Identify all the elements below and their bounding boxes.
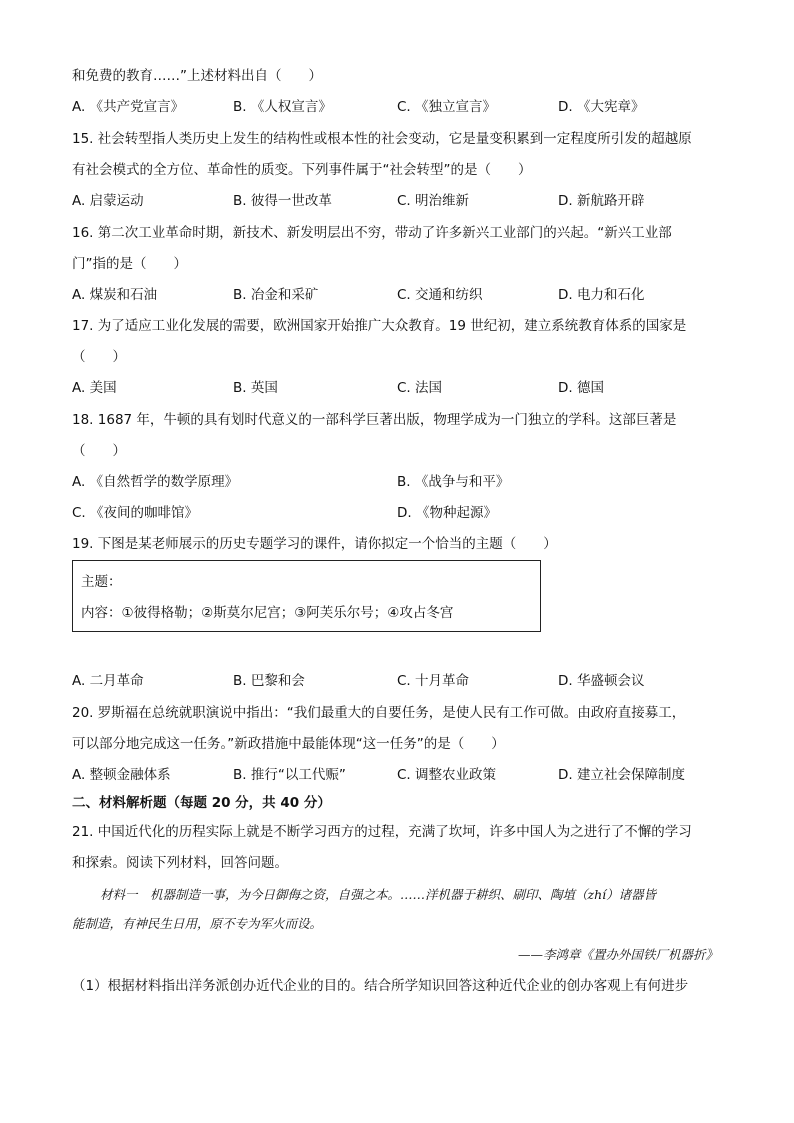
courseware-box bbox=[72, 560, 541, 632]
q17-option-b: B. 英国 bbox=[233, 380, 278, 396]
q21-subquestion-1: （1）根据材料指出洋务派创办近代企业的目的。结合所学知识回答这种近代企业的创办客观上有何进步 bbox=[72, 978, 689, 994]
q15-option-a: A. 启蒙运动 bbox=[72, 193, 144, 209]
q19-stem: 19. 下图是某老师展示的历史专题学习的课件，请你拟定一个恰当的主题（ ） bbox=[72, 536, 557, 552]
q17-option-d: D. 德国 bbox=[558, 380, 604, 396]
q19-option-b: B. 巴黎和会 bbox=[233, 673, 305, 689]
q14-option-b: B. 《人权宣言》 bbox=[233, 99, 332, 115]
q17-option-c: C. 法国 bbox=[397, 380, 443, 396]
q20-option-a: A. 整顿金融体系 bbox=[72, 767, 171, 783]
q18-option-d: D. 《物种起源》 bbox=[397, 505, 497, 521]
q17-stem-line2: （ ） bbox=[72, 349, 126, 365]
q17-option-a: A. 美国 bbox=[72, 380, 117, 396]
q14-option-c: C. 《独立宣言》 bbox=[397, 99, 497, 115]
q15-stem-line2: 有社会模式的全方位、革命性的质变。下列事件属于“社会转型”的是（ ） bbox=[72, 162, 532, 178]
q14-option-d: D. 《大宪章》 bbox=[558, 99, 645, 115]
q19-option-c: C. 十月革命 bbox=[397, 673, 470, 689]
q15-option-b: B. 彼得一世改革 bbox=[233, 193, 332, 209]
q16-stem-line1: 16. 第二次工业革命时期，新技术、新发明层出不穷，带动了许多新兴工业部门的兴起。“新兴工业部 bbox=[72, 225, 672, 241]
q20-option-c: C. 调整农业政策 bbox=[397, 767, 497, 783]
q15-option-d: D. 新航路开辟 bbox=[558, 193, 645, 209]
q20-option-b: B. 推行“以工代赈” bbox=[233, 767, 346, 783]
material-one-line1: 材料一 机器制造一事，为今日御侮之资，自强之本。……洋机器于耕织、刷印、陶埴（zhí）诸器皆 bbox=[100, 887, 657, 902]
q18-stem-line2: （ ） bbox=[72, 443, 126, 459]
q17-stem-line1: 17. 为了适应工业化发展的需要，欧洲国家开始推广大众教育。19 世纪初，建立系统教育体系的国家是 bbox=[72, 318, 687, 334]
q19-option-d: D. 华盛顿会议 bbox=[558, 673, 645, 689]
question-14-tail: 和免费的教育……”上述材料出自（ ） bbox=[72, 68, 322, 84]
courseware-theme: 主题： bbox=[81, 574, 122, 590]
q18-option-a: A. 《自然哲学的数学原理》 bbox=[72, 474, 239, 490]
q21-stem-line2: 和探索。阅读下列材料，回答问题。 bbox=[72, 855, 288, 871]
q21-stem-line1: 21. 中国近代化的历程实际上就是不断学习西方的过程，充满了坎坷，许多中国人为之进行了不懈的学习 bbox=[72, 824, 692, 840]
q16-option-c: C. 交通和纺织 bbox=[397, 287, 483, 303]
section-heading: 二、材料解析题（每题 20 分，共 40 分） bbox=[72, 795, 331, 811]
material-source: ——李鸿章《置办外国铁厂机器折》 bbox=[517, 947, 718, 962]
q16-option-b: B. 冶金和采矿 bbox=[233, 287, 319, 303]
q15-stem-line1: 15. 社会转型指人类历史上发生的结构性或根本性的社会变动，它是量变积累到一定程度所引发的超越原 bbox=[72, 131, 692, 147]
q16-stem-line2: 门”指的是（ ） bbox=[72, 256, 187, 272]
q20-option-d: D. 建立社会保障制度 bbox=[558, 767, 685, 783]
q20-stem-line2: 可以部分地完成这一任务。”新政措施中最能体现“这一任务”的是（ ） bbox=[72, 736, 505, 752]
q18-option-b: B. 《战争与和平》 bbox=[397, 474, 510, 490]
q16-option-a: A. 煤炭和石油 bbox=[72, 287, 158, 303]
q16-option-d: D. 电力和石化 bbox=[558, 287, 645, 303]
courseware-content: 内容：①彼得格勒；②斯莫尔尼宫；③阿芙乐尔号；④攻占冬宫 bbox=[81, 605, 454, 621]
q19-option-a: A. 二月革命 bbox=[72, 673, 144, 689]
q18-option-c: C. 《夜间的咖啡馆》 bbox=[72, 505, 199, 521]
q14-option-a: A. 《共产党宣言》 bbox=[72, 99, 185, 115]
q20-stem-line1: 20. 罗斯福在总统就职演说中指出：“我们最重大的自要任务，是使人民有工作可做。由政府直接募工， bbox=[72, 705, 686, 721]
material-one-line2: 能制造，有神民生日用，原不专为军火而设。 bbox=[72, 916, 323, 931]
q15-option-c: C. 明治维新 bbox=[397, 193, 470, 209]
q18-stem-line1: 18. 1687 年，牛顿的具有划时代意义的一部科学巨著出版，物理学成为一门独立的学科。这部巨著是 bbox=[72, 412, 677, 428]
